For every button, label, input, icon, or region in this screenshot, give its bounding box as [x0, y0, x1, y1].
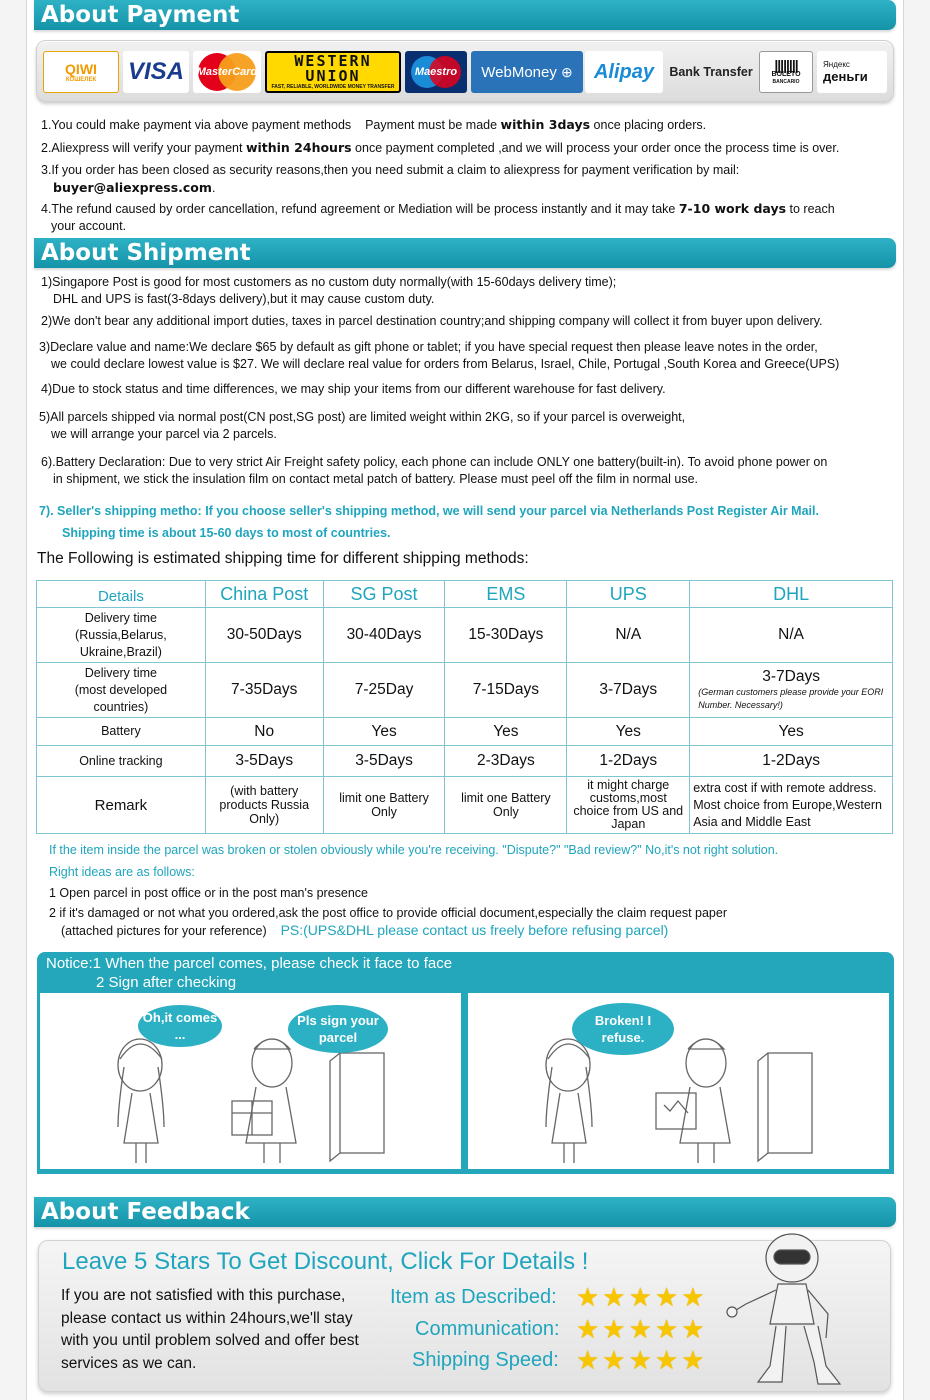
table-cell: 3-5Days — [205, 746, 323, 777]
mastercard-logo: MasterCard — [193, 51, 261, 93]
yandex-money-logo: Яндекс деньги — [817, 51, 887, 93]
bubble-pls-sign: Pls sign your parcel — [288, 1005, 388, 1053]
right-ideas-heading: Right ideas are as follows: — [49, 865, 195, 879]
robot-mascot-icon — [712, 1228, 862, 1398]
payment-note-1: 1.You could make payment via above payment methods Payment must be made within 3days once placing orders. — [41, 117, 707, 132]
rating-communication: Communication: — [415, 1318, 560, 1340]
table-cell: Yes — [567, 718, 690, 746]
payment-note-3: 3.If you order has been closed as security reasons,then you need submit a claim to aliexpress for payment verification by mail: buyer@aliexpress.com. — [41, 163, 740, 195]
table-cell: 15-30Days — [445, 608, 567, 663]
about-shipment-header — [34, 238, 896, 268]
shipment-note-5: 5)All parcels shipped via normal post(CN post,SG post) are limited weight within 2KG, so if your parcel is overweight, we will arrange your parcel via 2 parcels. — [39, 410, 686, 441]
table-cell: 30-40Days — [323, 608, 445, 663]
column-header: DHL — [690, 581, 893, 608]
about-payment-title: About Payment — [41, 2, 240, 28]
column-header: EMS — [445, 581, 567, 608]
dispute-warning: If the item inside the parcel was broken or stolen obviously while you're receiving. "Dispute?" "Bad review?" No,it's not right solution. — [49, 843, 779, 857]
table-cell: limit one Battery Only — [445, 777, 567, 834]
table-row — [37, 777, 893, 834]
table-cell: 7-15Days — [445, 663, 567, 718]
table-cell: N/A — [567, 608, 690, 663]
boleto-logo: |||||||| BOLETO BANCARIO — [759, 51, 813, 93]
table-header-row — [37, 581, 893, 608]
table-cell: 1-2Days — [567, 746, 690, 777]
idea-1: 1 Open parcel in post office or in the post man's presence — [49, 886, 369, 900]
shipping-table-intro: The Following is estimated shipping time for different shipping methods: — [37, 550, 529, 567]
table-cell: 3-7Days — [567, 663, 690, 718]
about-shipment-title: About Shipment — [41, 240, 251, 266]
table-cell: 1-2Days — [690, 746, 893, 777]
table-cell: 30-50Days — [205, 608, 323, 663]
feedback-body: If you are not satisfied with this purchase, please contact us within 24hours,we'll stay with you until problem solved and offer best services as we can. — [61, 1287, 359, 1372]
idea-2: 2 if it's damaged or not what you ordered,ask the post office to provide official document,especially the claim request paper — [49, 906, 728, 920]
western-union-logo: WESTERN UNION FAST, RELIABLE, WORLDWIDE MONEY TRANSFER — [265, 51, 401, 93]
bank-transfer-logo: Bank Transfer — [669, 65, 753, 79]
receiving-parcel-illustration — [40, 993, 461, 1169]
rating-shipping-speed: Shipping Speed: — [412, 1349, 559, 1371]
column-header: UPS — [567, 581, 690, 608]
table-cell: Yes — [323, 718, 445, 746]
table-row — [37, 718, 893, 746]
column-header: Details — [37, 581, 206, 608]
about-feedback-header — [34, 1197, 896, 1227]
table-cell: 2-3Days — [445, 746, 567, 777]
table-cell: Yes — [445, 718, 567, 746]
row-label: Delivery time (most developed countries) — [37, 663, 206, 718]
idea-2-continued: (attached pictures for your reference) PS:(UPS&DHL please contact us freely before refusing parcel) — [61, 922, 669, 938]
bubble-broken-refuse: Broken! I refuse. — [572, 1003, 674, 1055]
shipping-methods-table — [36, 580, 893, 834]
payment-logos-strip — [36, 40, 894, 102]
about-payment-header — [34, 0, 896, 30]
table-row — [37, 746, 893, 777]
table-cell: N/A — [690, 608, 893, 663]
leave-5-stars-link[interactable]: Leave 5 Stars To Get Discount, Click For Details ! — [62, 1248, 589, 1275]
star-rating: ★★★★★ — [576, 1282, 708, 1312]
refusing-parcel-illustration — [468, 993, 889, 1169]
bubble-oh-it-comes: Oh,it comes ... — [138, 1005, 222, 1047]
table-cell: it might charge customs,most choice from US and Japan — [567, 777, 690, 834]
table-cell: 3-7Days (German customers please provide your EORI Number. Necessary!) — [690, 663, 893, 718]
table-cell: extra cost if with remote address. Most choice from Europe,Western Asia and Middle East — [690, 777, 893, 834]
shipment-note-6: 6).Battery Declaration: Due to very strict Air Freight safety policy, each phone can include ONLY one battery(built-in). To avoid phone power on in shipment, we stick the insulation film on contact metal patch of battery. Please must peel off the film in normal use. — [41, 455, 828, 486]
aliexpress-email: buyer@aliexpress.com — [53, 180, 212, 195]
row-label: Remark — [37, 777, 206, 834]
dhl-eori-note: (German customers please provide your EORI Number. Necessary!) — [698, 687, 884, 710]
rating-item-as-described: Item as Described: — [390, 1286, 557, 1308]
qiwi-logo: QIWI КОШЕЛЕК — [43, 51, 119, 93]
webmoney-logo: WebMoney ⊕ — [471, 51, 583, 93]
notice-text: Notice:1 When the parcel comes, please check it face to face 2 Sign after checking — [46, 955, 453, 991]
table-row — [37, 663, 893, 718]
alipay-logo: Alipay — [585, 51, 663, 93]
ups-dhl-ps-note: PS:(UPS&DHL please contact us freely before refusing parcel) — [280, 922, 669, 938]
table-cell: 3-5Days — [323, 746, 445, 777]
star-rating: ★★★★★ — [576, 1314, 708, 1344]
visa-logo: VISA — [123, 51, 189, 93]
about-feedback-title: About Feedback — [41, 1199, 250, 1225]
table-cell: limit one Battery Only — [323, 777, 445, 834]
row-label: Battery — [37, 718, 206, 746]
payment-note-4: 4.The refund caused by order cancellation, refund agreement or Mediation will be process instantly and it may take 7-10 work days to reach your account. — [41, 201, 835, 233]
shipment-note-3: 3)Declare value and name:We declare $65 by default as gift phone or tablet; if you have special request then please leave notes in the order, we could declare lowest value is $27. We will declare real value for orders from Belarus, Israel, Chile, Portugal ,South Korea and Greece(UPS) — [39, 340, 840, 371]
table-cell: (with battery products Russia Only) — [205, 777, 323, 834]
shipment-note-4: 4)Due to stock status and time differences, we may ship your items from our different warehouse for fast delivery. — [41, 382, 666, 396]
table-cell: No — [205, 718, 323, 746]
table-row — [37, 608, 893, 663]
row-label: Online tracking — [37, 746, 206, 777]
star-rating: ★★★★★ — [576, 1345, 708, 1375]
shipment-note-2: 2)We don't bear any additional import duties, taxes in parcel destination country;and shipping company will collect it from buyer upon delivery. — [41, 314, 823, 328]
shipment-note-7: 7). Seller's shipping metho: If you choose seller's shipping method, we will send your parcel via Netherlands Post Register Air Mail. Shipping time is about 15-60 days to most of countries. — [39, 504, 819, 540]
maestro-logo: Maestro — [405, 51, 467, 93]
shipment-note-1: 1)Singapore Post is good for most customers as no custom duty normally(with 15-60days delivery time); DHL and UPS is fast(3-8days delivery),but it may cause custom duty. — [41, 275, 617, 306]
illustration-refuse-parcel — [468, 993, 889, 1169]
column-header: SG Post — [323, 581, 445, 608]
payment-note-2: 2.Aliexpress will verify your payment within 24hours once payment completed ,and we will process your order once the process time is over. — [41, 140, 840, 155]
row-label: Delivery time (Russia,Belarus, Ukraine,Brazil) — [37, 608, 206, 663]
table-cell: 7-25Day — [323, 663, 445, 718]
table-cell: Yes — [690, 718, 893, 746]
table-cell: 7-35Days — [205, 663, 323, 718]
illustration-check-parcel — [40, 993, 461, 1169]
column-header: China Post — [205, 581, 323, 608]
